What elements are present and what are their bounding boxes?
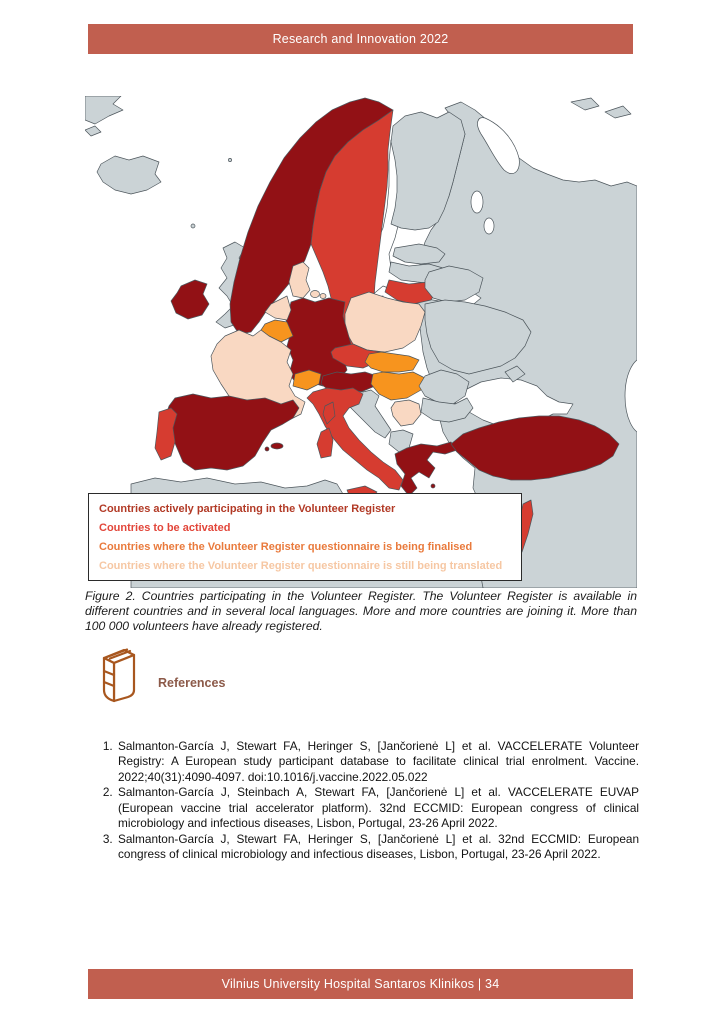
country-denmark [311,291,320,298]
legend-item-to-be-activated: Countries to be activated [99,522,231,534]
book-icon [96,646,140,704]
country-slovakia [365,352,419,372]
legend-item-finalising: Countries where the Volunteer Register questionnaire is being finalised [99,541,473,553]
country-greenland [85,96,123,124]
lake [484,218,494,234]
country-portugal [155,408,177,460]
country-greece [395,442,457,496]
country-sardinia [317,428,333,458]
country-russia [571,98,631,118]
header-banner [88,24,633,54]
country-balearics [271,443,283,449]
country-iceland [97,156,161,194]
country-serbia [391,400,421,426]
map-legend [88,493,522,581]
country-ireland [171,280,209,319]
figure-caption: Figure 2. Countries participating in the Volunteer Register. The Volunteer Register is available in different countries and in several local languages. More and more countries are joining it. More than 100 000 volunteers have already registered. [85,589,637,633]
reference-item: 1. Salmanton-García J, Stewart FA, Heringer S, [Jančorienė L] et al. VACCELERATE Volunteer Registry: A European study participant database to facilitate clinical trial enrolment. Vaccine. 2022;40(31):4090-4097. doi:10.1016/j.vaccine.2022.05.022 [116,739,639,785]
country-denmark [320,294,326,299]
small-island [191,224,195,228]
footer-banner [88,969,633,999]
reference-item: 3. Salmanton-García J, Stewart FA, Heringer S, [Jančorienė L] et al. 32nd ECCMID: European congress of clinical microbiology and infectious diseases, Lisbon, Portugal, 23-26 April 2022. [116,832,639,863]
references-header [96,646,225,704]
footer-banner-text: Vilnius University Hospital Santaros Klinikos | 34 [221,977,500,991]
country-spain [165,394,299,470]
aegean-island [431,484,435,488]
legend-item-translating: Countries where the Volunteer Register questionnaire is still being translated [99,560,503,572]
legend-item-active: Countries actively participating in the Volunteer Register [99,503,396,515]
lake [471,191,483,213]
country-greenland [85,126,101,136]
reference-list [90,739,639,863]
small-island [228,158,231,161]
header-banner-text: Research and Innovation 2022 [272,32,449,46]
reference-item: 2. Salmanton-García J, Steinbach A, Stewart FA, [Jančorienė L] et al. VACCELERATE EUVAP (European vaccine trial accelerator platform). 32nd ECCMID: European congress of clinical microbiology and infectious diseases, Lisbon, Portugal, 23-26 April 2022. [116,785,639,831]
references-heading: References [158,676,226,690]
country-balearics [265,447,269,451]
